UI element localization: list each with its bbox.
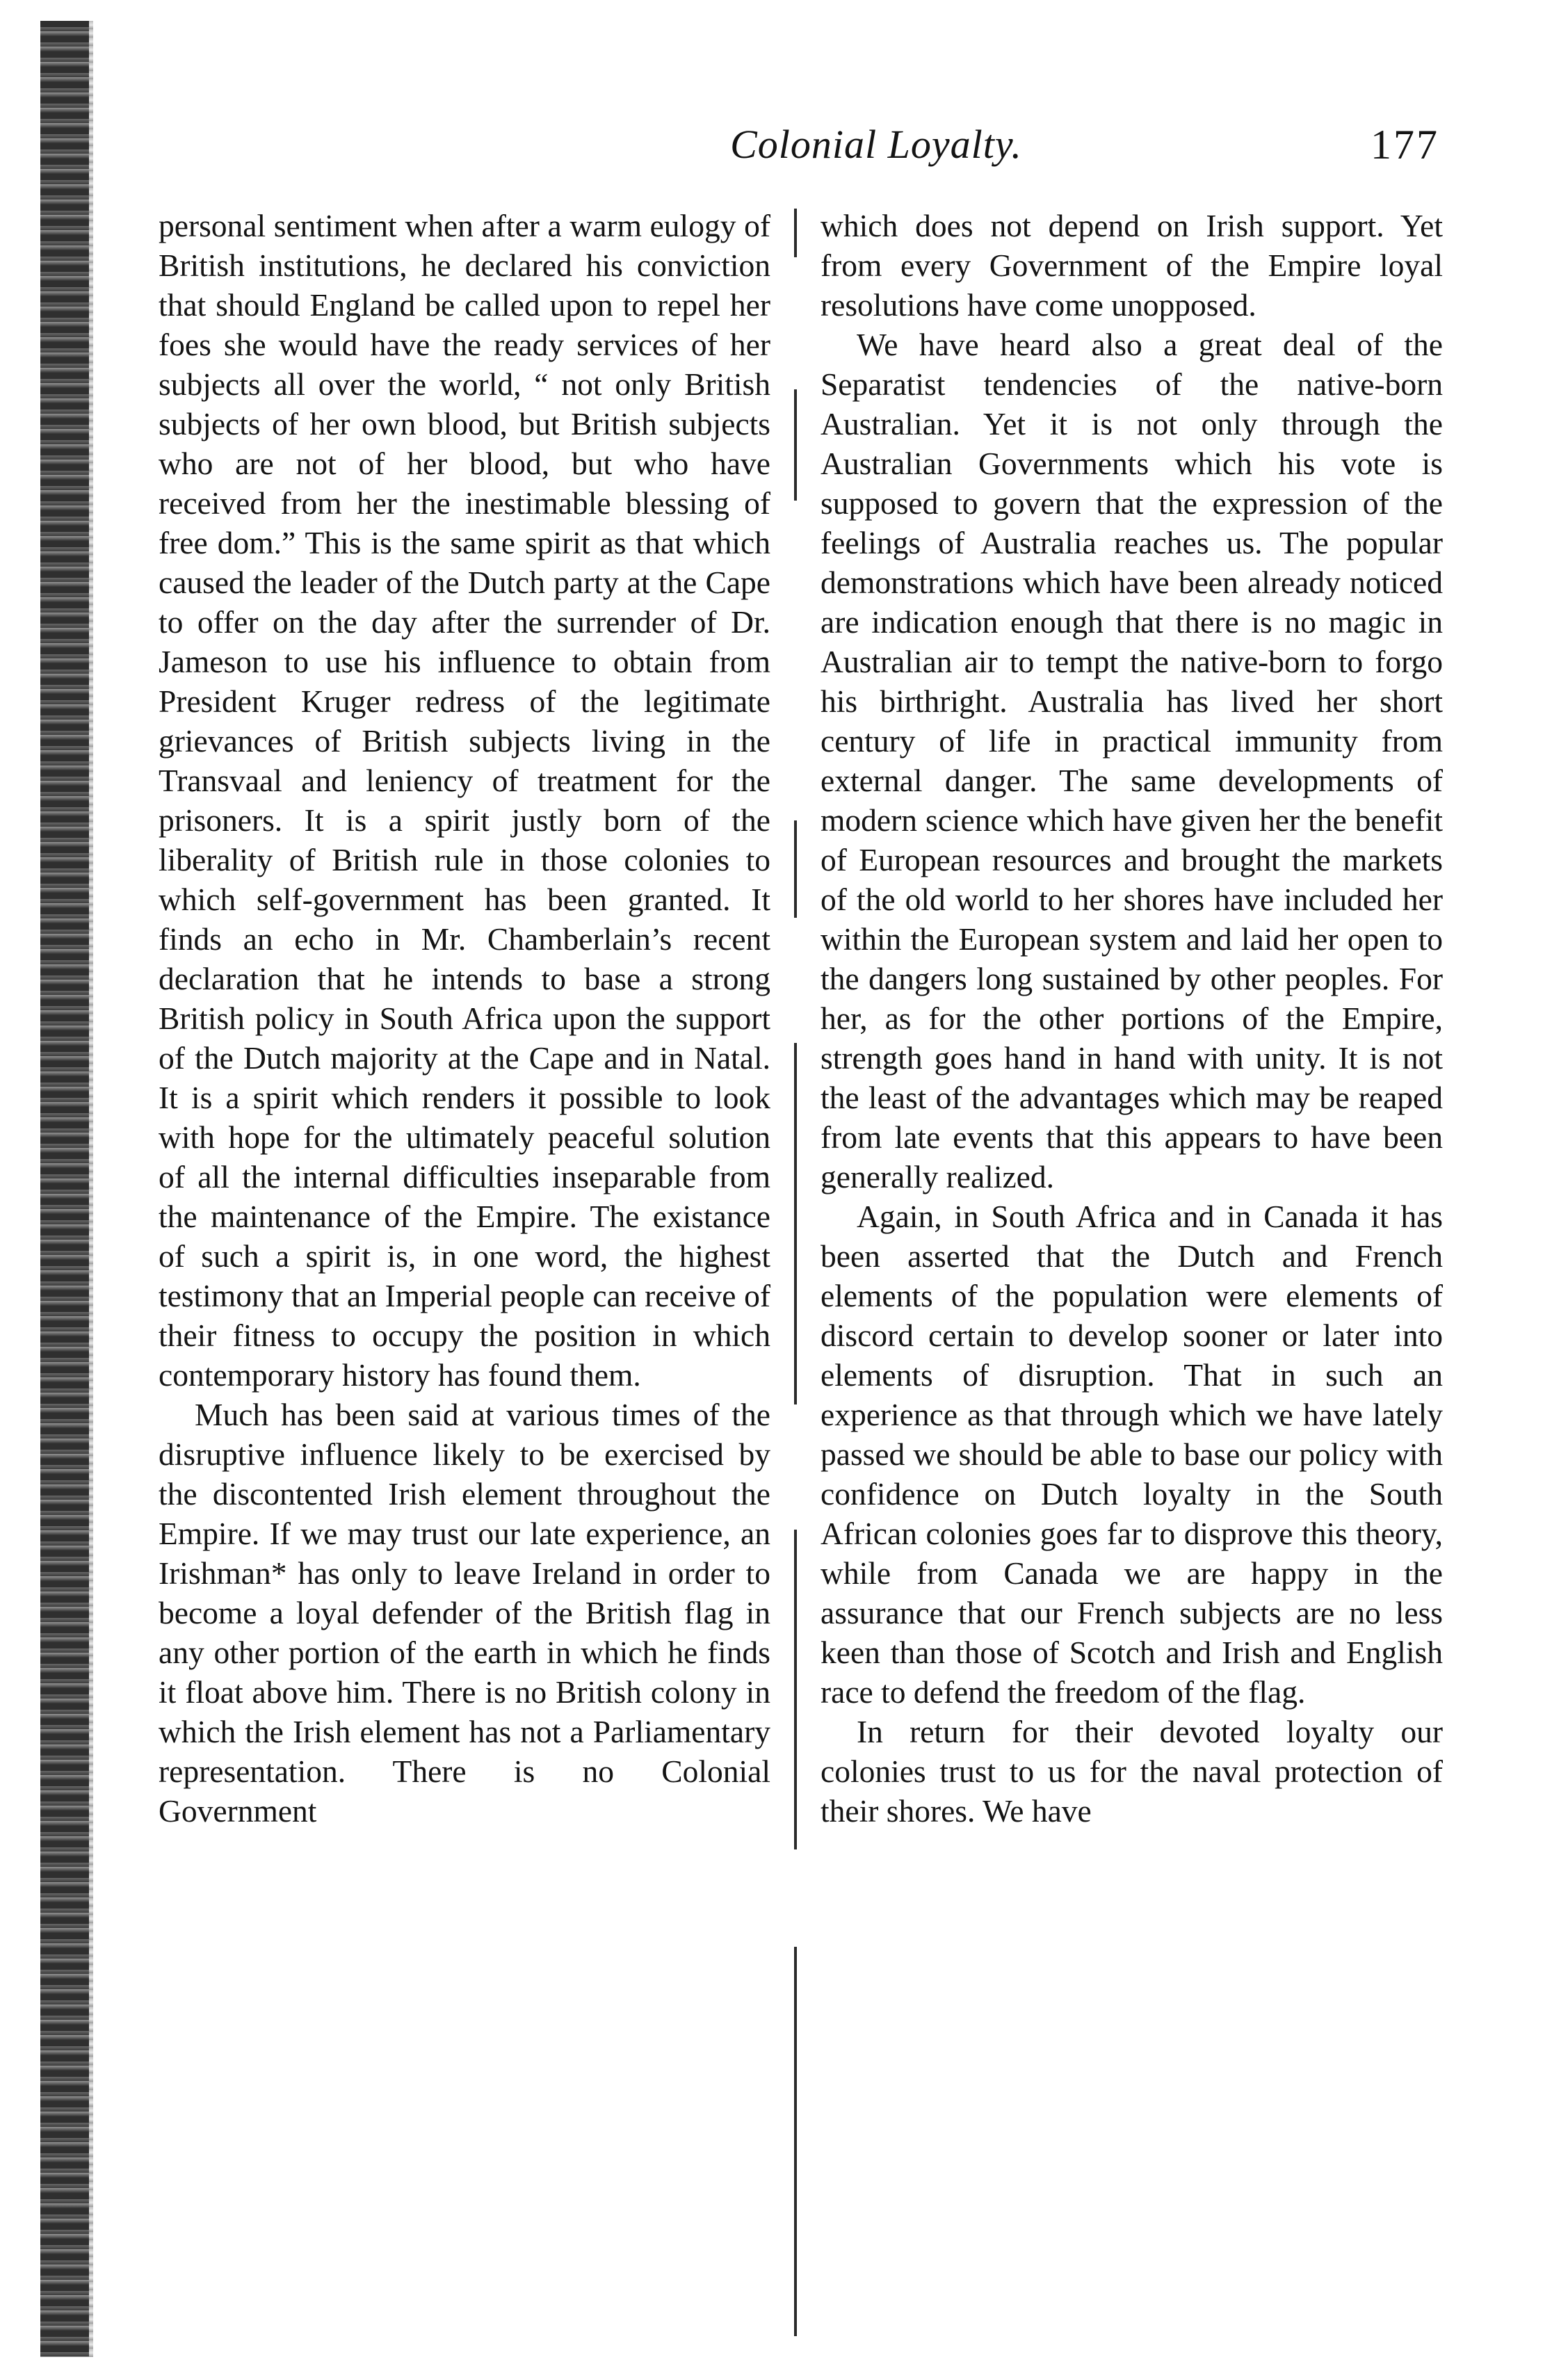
book-spine-edge: [40, 21, 89, 2357]
left-column: [159, 206, 770, 1831]
column-rule: [794, 209, 797, 257]
column-rule: [794, 820, 797, 918]
column-rule: [794, 1947, 797, 2336]
page-gutter-shadow: [89, 21, 93, 2357]
paragraph: personal sentiment when after a warm eulogy of British institutions, he declared his conviction that should England be called upon to repel her foes she would have the ready services of her subjects all over the world, “ not only British subjects of her own blood, but British subjects who are not of her blood, but who have received from her the inestimable blessing of free dom.” This is the same spirit as that which caused the leader of the Dutch party at the Cape to offer on the day after the surrender of Dr. Jameson to use his influence to obtain from President Kruger redress of the legitimate grievances of British subjects living in the Transvaal and leniency of treatment for the prisoners. It is a spirit justly born of the liberality of British rule in those colonies to which self-government has been granted. It finds an echo in Mr. Chamberlain’s recent declaration that he intends to base a strong British policy in South Africa upon the support of the Dutch majority at the Cape and in Natal. It is a spirit which renders it possible to look with hope for the ultimately peaceful solution of all the internal difficulties inseparable from the maintenance of the Empire. The existance of such a spirit is, in one word, the highest testimony that an Imperial people can receive of their fitness to occupy the position in which contemporary history has found them.: [159, 208, 770, 1393]
paragraph: In return for their devoted loyalty our colonies trust to us for the naval protection of their shores. We have: [821, 1714, 1443, 1829]
page-number: 177: [1371, 122, 1439, 168]
paragraph: Again, in South Africa and in Canada it has been asserted that the Dutch and French elements of the population were elements of discord certain to develop sooner or later into elements of disruption. That in such an experience as that through which we have lately passed we should be able to base our policy with confidence on Dutch loyalty in the South African colonies goes far to disprove this theory, while from Canada we are happy in the assurance that our French subjects are no less keen than those of Scotch and Irish and English race to defend the freedom of the flag.: [821, 1199, 1443, 1710]
column-rule: [794, 389, 797, 501]
right-column: [821, 206, 1443, 1831]
paragraph: Much has been said at various times of the disruptive influence likely to be exercised by the discontented Irish element throughout the Empire. If we may trust our late experience, an Irishman* has only to leave Ireland in order to become a loyal defender of the British flag in any other portion of the earth in which he finds it float above him. There is no British colony in which the Irish element has not a Parliamentary representation. There is no Colonial Government: [159, 1397, 770, 1829]
column-rule: [794, 1530, 797, 1849]
paragraph: which does not depend on Irish support. Yet from every Government of the Empire loyal resolutions have come unopposed.: [821, 208, 1443, 323]
page-header: [160, 110, 1439, 179]
paragraph: We have heard also a great deal of the Separatist tendencies of the native-born Australian. Yet it is not only through the Australian Governments which his vote is supposed to govern that the expression of the feelings of Australia reaches us. The popular demonstrations which have been already noticed are indication enough that there is no magic in Australian air to tempt the native-born to forgo his birthright. Australia has lived her short century of life in practical immunity from external danger. The same developments of modern science which have given her the benefit of European resources and brought the markets of the old world to her shores have included her within the European system and laid her open to the dangers long sustained by other peoples. For her, as for the other portions of the Empire, strength goes hand in hand with unity. It is not the least of the advantages which may be reaped from late events that this appears to have been generally realized.: [821, 327, 1443, 1194]
column-rule: [794, 1043, 797, 1404]
running-title: Colonial Loyalty.: [730, 122, 1022, 167]
